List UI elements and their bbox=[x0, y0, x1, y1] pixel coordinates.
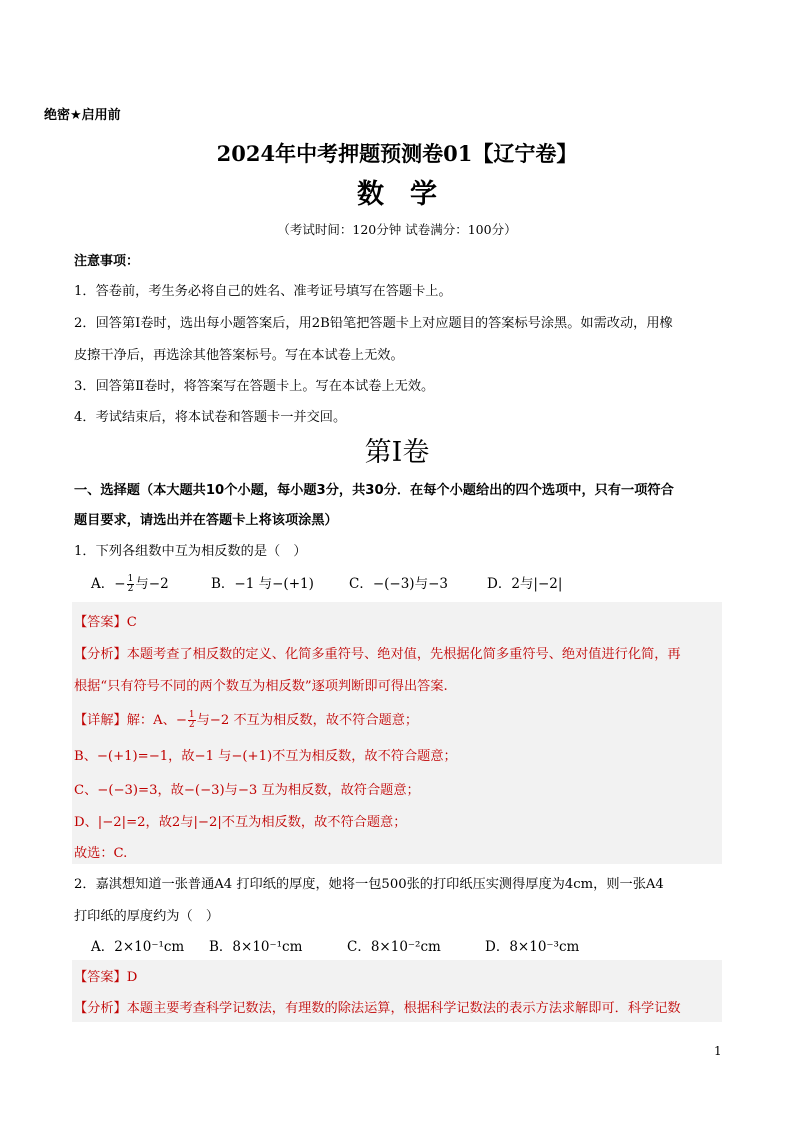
question-1-stem: 1．下列各组数中互为相反数的是（ ） bbox=[74, 544, 307, 559]
option-d: D．2与|−2| bbox=[487, 576, 563, 592]
notice-item: 1．答卷前，考生务必将自己的姓名、准考证号填写在答题卡上。 bbox=[74, 284, 452, 299]
fraction: $\frac{1}{2}$ bbox=[127, 574, 134, 594]
question-1-options bbox=[91, 572, 562, 594]
question-2-options bbox=[91, 935, 579, 955]
detail-d: D、|−2|=2，故2与|−2|不互为相反数，故不符合题意； bbox=[74, 815, 407, 830]
notice-item: 皮擦干净后，再选涂其他答案标号。写在本试卷上无效。 bbox=[74, 348, 404, 363]
notice-item: 3．回答第Ⅱ卷时，将答案写在答题卡上。写在本试卷上无效。 bbox=[74, 379, 435, 394]
answer: 【答案】D bbox=[74, 970, 138, 985]
option-c: C．−(−3)与−3 bbox=[349, 576, 448, 592]
option-d: D．8×10⁻³cm bbox=[485, 939, 580, 955]
option-a: A．2×10⁻¹cm bbox=[91, 939, 185, 955]
option-a: A．− $\frac{1}{2}$ 与−2 bbox=[91, 574, 169, 594]
analysis: 【分析】本题考查了相反数的定义、化简多重符号、绝对值，先根据化简多重符号、绝对值进行化简，再 bbox=[74, 647, 681, 662]
exam-title: 2024年中考押题预测卷01【辽宁卷】 bbox=[216, 141, 578, 166]
notice-heading: 注意事项： bbox=[74, 254, 140, 269]
option-c: C．8×10⁻²cm bbox=[347, 939, 441, 955]
answer: 【答案】C bbox=[74, 615, 137, 630]
detail-a: 【详解】解：A、− $\frac{1}{2}$ 与−2 不互为相反数，故不符合题意； bbox=[74, 710, 419, 730]
subject-title: 数学 bbox=[357, 179, 463, 210]
question-2-stem: 打印纸的厚度约为（ ） bbox=[74, 909, 220, 924]
notice-item: 2．回答第Ⅰ卷时，选出每小题答案后，用2B铅笔把答题卡上对应题目的答案标号涂黑。如需改动，用橡 bbox=[74, 316, 673, 331]
page-number: 1 bbox=[714, 1044, 722, 1058]
notice-item: 4．考试结束后，将本试卷和答题卡一并交回。 bbox=[74, 410, 347, 425]
fraction: $\frac{1}{2}$ bbox=[188, 710, 195, 730]
volume-title: 第Ⅰ卷 bbox=[364, 437, 430, 468]
detail-c: C、−(−3)=3，故−(−3)与−3 互为相反数，故符合题意； bbox=[74, 783, 420, 798]
detail-b: B、−(+1)=−1，故−1 与−(+1)不互为相反数，故不符合题意； bbox=[74, 749, 457, 764]
analysis: 根据“只有符号不同的两个数互为相反数”逐项判断即可得出答案. bbox=[74, 679, 448, 694]
option-b: B．8×10⁻¹cm bbox=[209, 939, 303, 955]
answer-block bbox=[72, 960, 722, 1022]
question-2-stem: 2．嘉淇想知道一张普通A4 打印纸的厚度，她将一包500张的打印纸压实测得厚度为4cm，则一张A4 bbox=[74, 877, 664, 892]
conclusion: 故选：C. bbox=[74, 846, 128, 861]
option-b: B．−1 与−(+1) bbox=[211, 576, 314, 592]
analysis: 【分析】本题主要考查科学记数法，有理数的除法运算，根据科学记数法的表示方法求解即可．科学记数 bbox=[74, 1001, 681, 1016]
secret-label: 绝密★启用前 bbox=[44, 108, 121, 123]
section-heading: 题目要求，请选出并在答题卡上将该项涂黑） bbox=[74, 513, 338, 528]
section-heading: 一、选择题（本大题共10个小题，每小题3分，共30分．在每个小题给出的四个选项中，只有一项符合 bbox=[74, 483, 674, 498]
exam-info: （考试时间：120分钟 试卷满分：100分） bbox=[277, 222, 517, 237]
answer-block bbox=[72, 602, 722, 864]
